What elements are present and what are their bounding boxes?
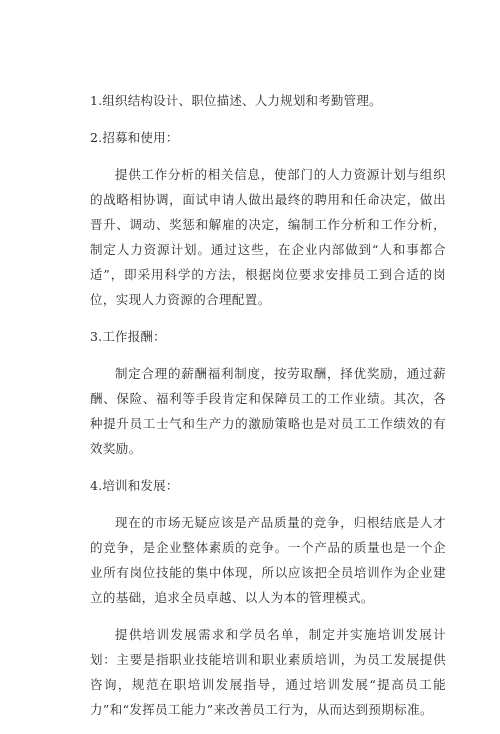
document-body <box>90 88 446 734</box>
paragraph-training-1: 现在的市场无疑应该是产品质量的竞争，归根结底是人才的竞争，是企业整体素质的竞争。一个产品的质量也是一个企业所有岗位技能的集中体现，所以应该把全员培训作为企业建立的基础，追求全员卓越、以人为本的管理模式。 <box>90 515 446 605</box>
paragraph-training-2: 提供培训发展需求和学员名单，制定并实施培训发展计划：主要是指职业技能培训和职业素质培训，为员工发展提供咨询，规范在职培训发展指导，通过培训发展“提高员工能力”和“发挥员工能力”来改善员工行为，从而达到预期标准。 <box>90 627 446 717</box>
paragraph-recruitment: 提供工作分析的相关信息，使部门的人力资源计划与组织的战略相协调，面试申请人做出最终的聘用和任命决定，做出晋升、调动、奖惩和解雇的决定，编制工作分析和工作分析，制定人力资源计划。通过这些，在企业内部做到“人和事都合适”，即采用科学的方法，根据岗位要求安排员工到合适的岗位，实现人力资源的合理配置。 <box>90 167 446 307</box>
section-heading-3: 3.工作报酬： <box>90 329 166 344</box>
section-heading-2: 2.招募和使用： <box>90 130 179 145</box>
section-heading-4: 4.培训和发展： <box>90 478 179 493</box>
paragraph-compensation: 制定合理的薪酬福利制度，按劳取酬，择优奖励，通过薪酬、保险、福利等手段肯定和保障员工的工作业绩。其次，各种提升员工士气和生产力的激励策略也是对员工工作绩效的有效奖励。 <box>90 366 446 456</box>
section-heading-1: 1.组织结构设计、职位描述、人力规划和考勤管理。 <box>90 93 382 108</box>
